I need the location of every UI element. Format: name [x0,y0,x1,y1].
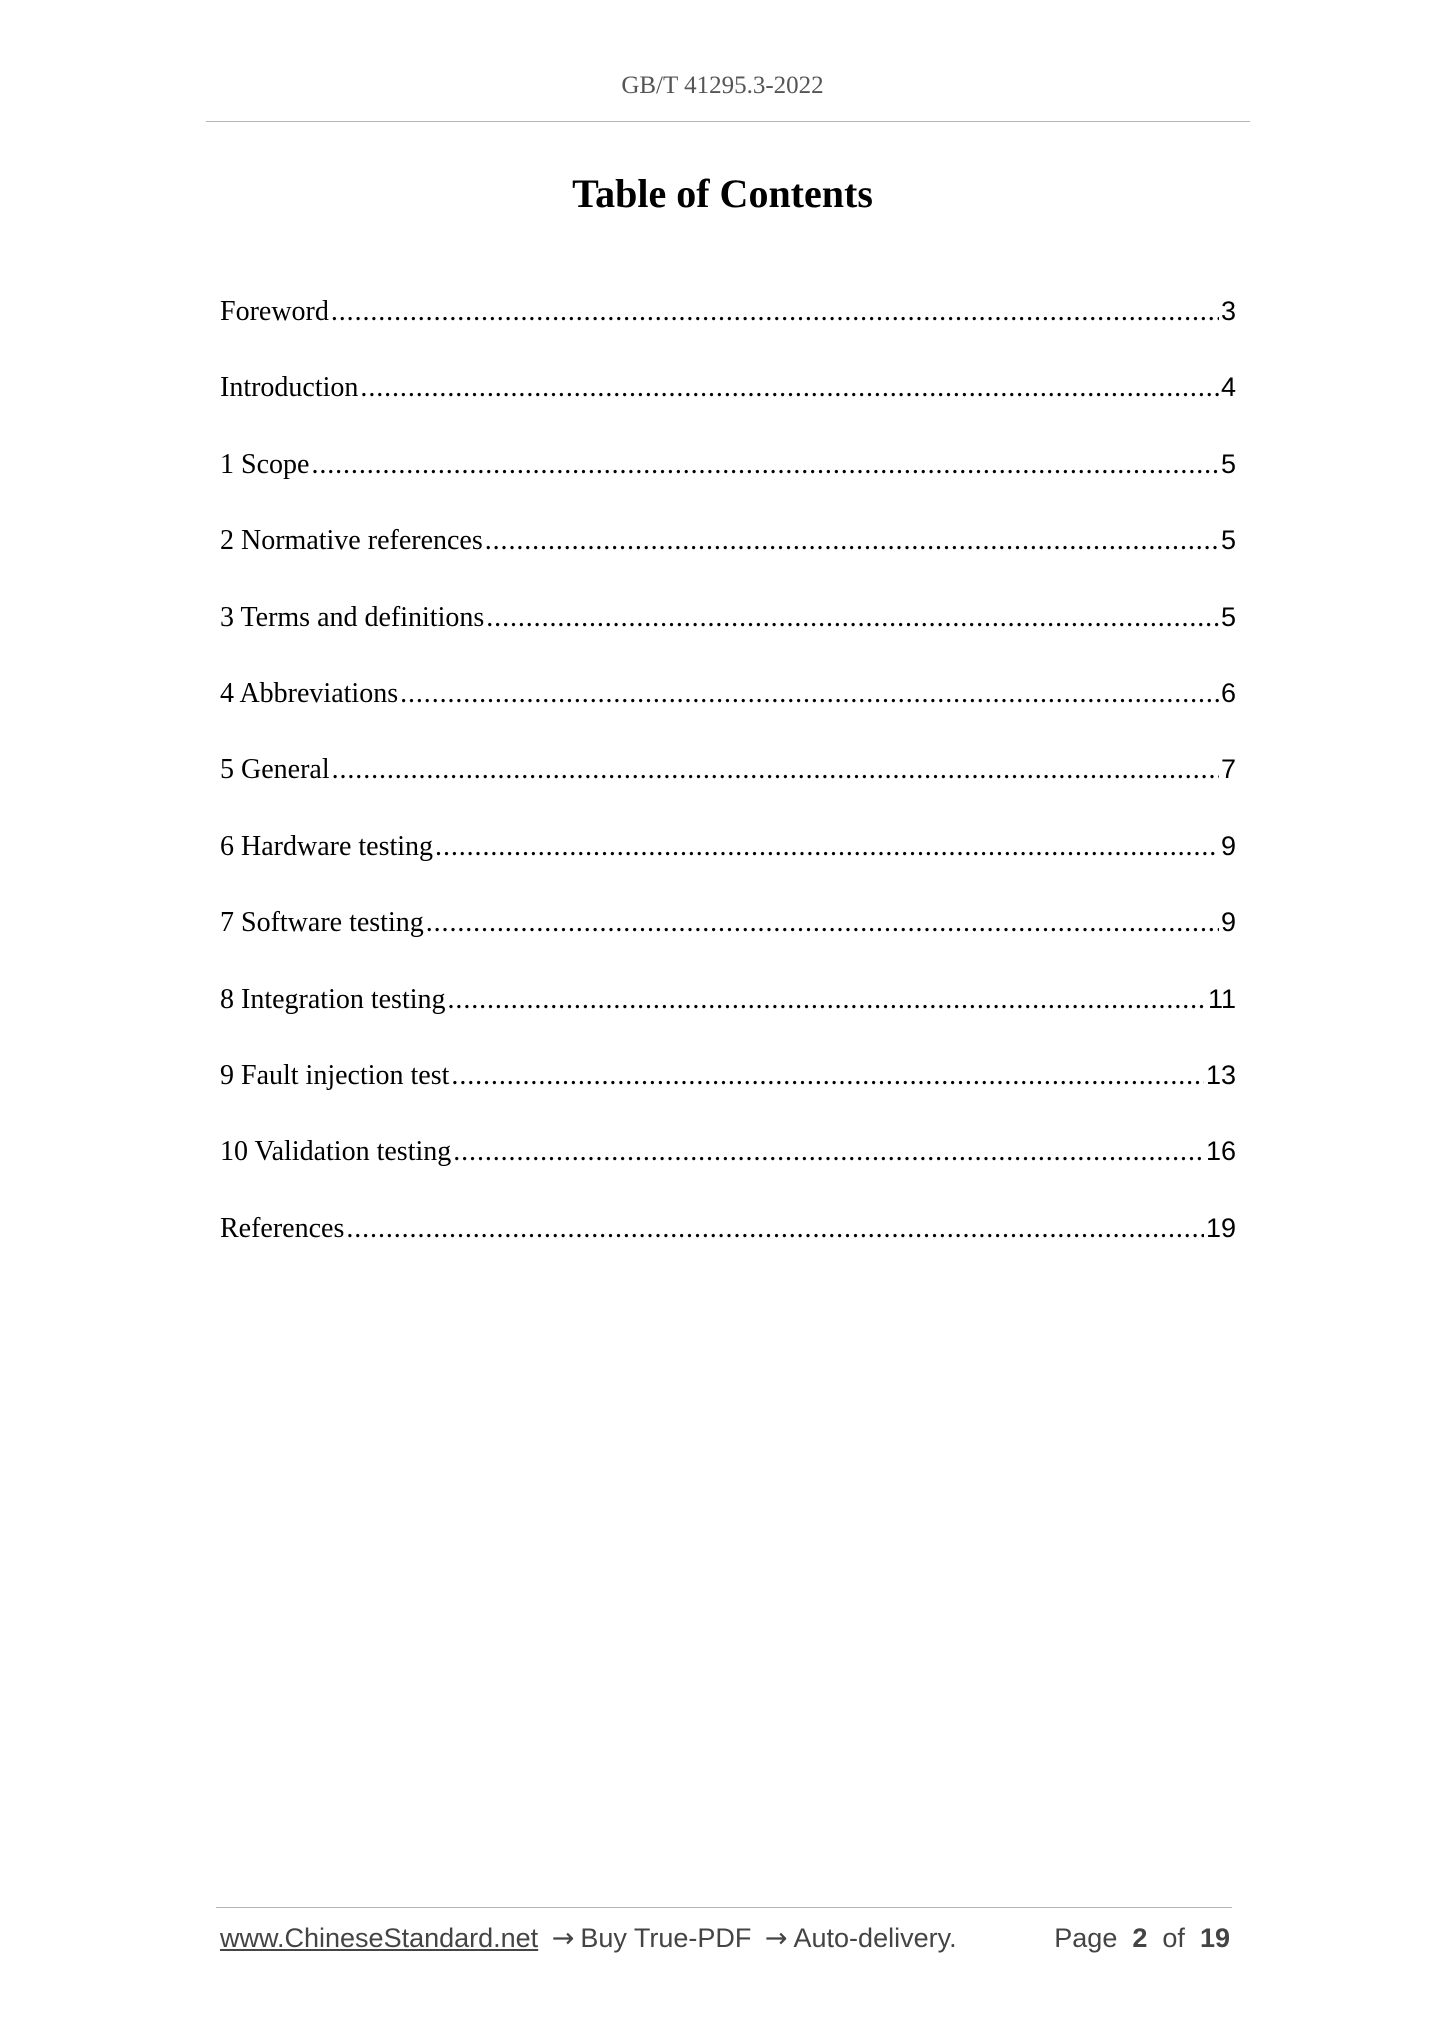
toc-entry-abbreviations[interactable] [220,668,1236,744]
toc-entry-page: 6 [1220,677,1236,708]
toc-entry-terms-and-definitions[interactable] [220,592,1236,668]
toc-entry-foreword[interactable] [220,286,1236,362]
toc-dot-leader [486,593,1219,643]
toc-entry-page: 13 [1205,1059,1236,1090]
right-arrow-icon: → [764,1923,788,1954]
toc-entry-normative-references[interactable] [220,515,1236,591]
toc-dot-leader [485,516,1219,566]
chinesestandard-link[interactable]: www.ChineseStandard.net [220,1923,539,1953]
toc-entry-scope[interactable] [220,439,1236,515]
toc-entry-page: 3 [1220,296,1236,326]
toc-dot-leader [451,1051,1204,1101]
page-footer [220,1923,1230,1954]
toc-entry-page: 11 [1207,983,1236,1014]
toc-entry-label: 6 Hardware testing [220,830,434,862]
toc-entry-page: 16 [1205,1136,1236,1167]
buy-true-pdf-text: Buy True-PDF [580,1923,752,1953]
toc-entry-page: 5 [1220,448,1236,479]
total-page-count: 19 [1199,1923,1230,1953]
toc-dot-leader [448,975,1206,1025]
toc-dot-leader [400,669,1219,719]
toc-dot-leader [311,440,1219,490]
toc-dot-leader [331,287,1219,337]
toc-entry-label: 3 Terms and definitions [220,601,485,633]
page-number-indicator [1054,1923,1230,1954]
toc-entry-label: References [220,1212,345,1244]
toc-dot-leader [426,898,1219,948]
of-word: of [1162,1923,1185,1953]
toc-entry-integration-testing[interactable] [220,974,1236,1050]
header-divider [206,121,1250,122]
toc-entry-label: 8 Integration testing [220,983,446,1015]
toc-entry-label: 5 General [220,754,330,786]
toc-heading: Table of Contents [572,171,873,216]
footer-divider [216,1907,1232,1908]
toc-entry-label: 7 Software testing [220,907,424,939]
toc-entry-page: 5 [1220,601,1236,632]
toc-entry-page: 7 [1220,754,1236,785]
toc-dot-leader [435,822,1219,872]
toc-entry-introduction[interactable] [220,362,1236,438]
auto-delivery-text: Auto-delivery. [793,1923,957,1953]
toc-entry-label: Foreword [220,296,329,327]
toc-entry-page: 19 [1205,1212,1236,1243]
toc-entry-page: 9 [1220,830,1236,861]
toc-entry-label: 4 Abbreviations [220,677,399,709]
toc-dot-leader [346,1204,1204,1254]
toc-entry-label: Introduction [220,372,359,404]
toc-entry-software-testing[interactable] [220,897,1236,973]
right-arrow-icon: → [551,1923,575,1954]
toc-dot-leader [360,363,1219,413]
toc-entry-page: 4 [1220,372,1236,403]
document-id-header: GB/T 41295.3-2022 [621,72,824,99]
toc-list [220,286,1236,1279]
toc-entry-page: 5 [1220,525,1236,556]
current-page-number: 2 [1132,1923,1148,1953]
toc-entry-label: 1 Scope [220,448,310,480]
toc-entry-label: 9 Fault injection test [220,1059,450,1091]
toc-entry-references[interactable] [220,1203,1236,1279]
toc-entry-hardware-testing[interactable] [220,821,1236,897]
toc-entry-label: 10 Validation testing [220,1136,452,1168]
toc-entry-label: 2 Normative references [220,525,483,557]
toc-dot-leader [453,1127,1204,1177]
toc-entry-page: 9 [1220,907,1236,938]
toc-dot-leader [332,745,1219,795]
toc-entry-fault-injection-test[interactable] [220,1050,1236,1126]
page-word: Page [1054,1923,1118,1953]
toc-entry-general[interactable] [220,744,1236,820]
toc-entry-validation-testing[interactable] [220,1126,1236,1202]
